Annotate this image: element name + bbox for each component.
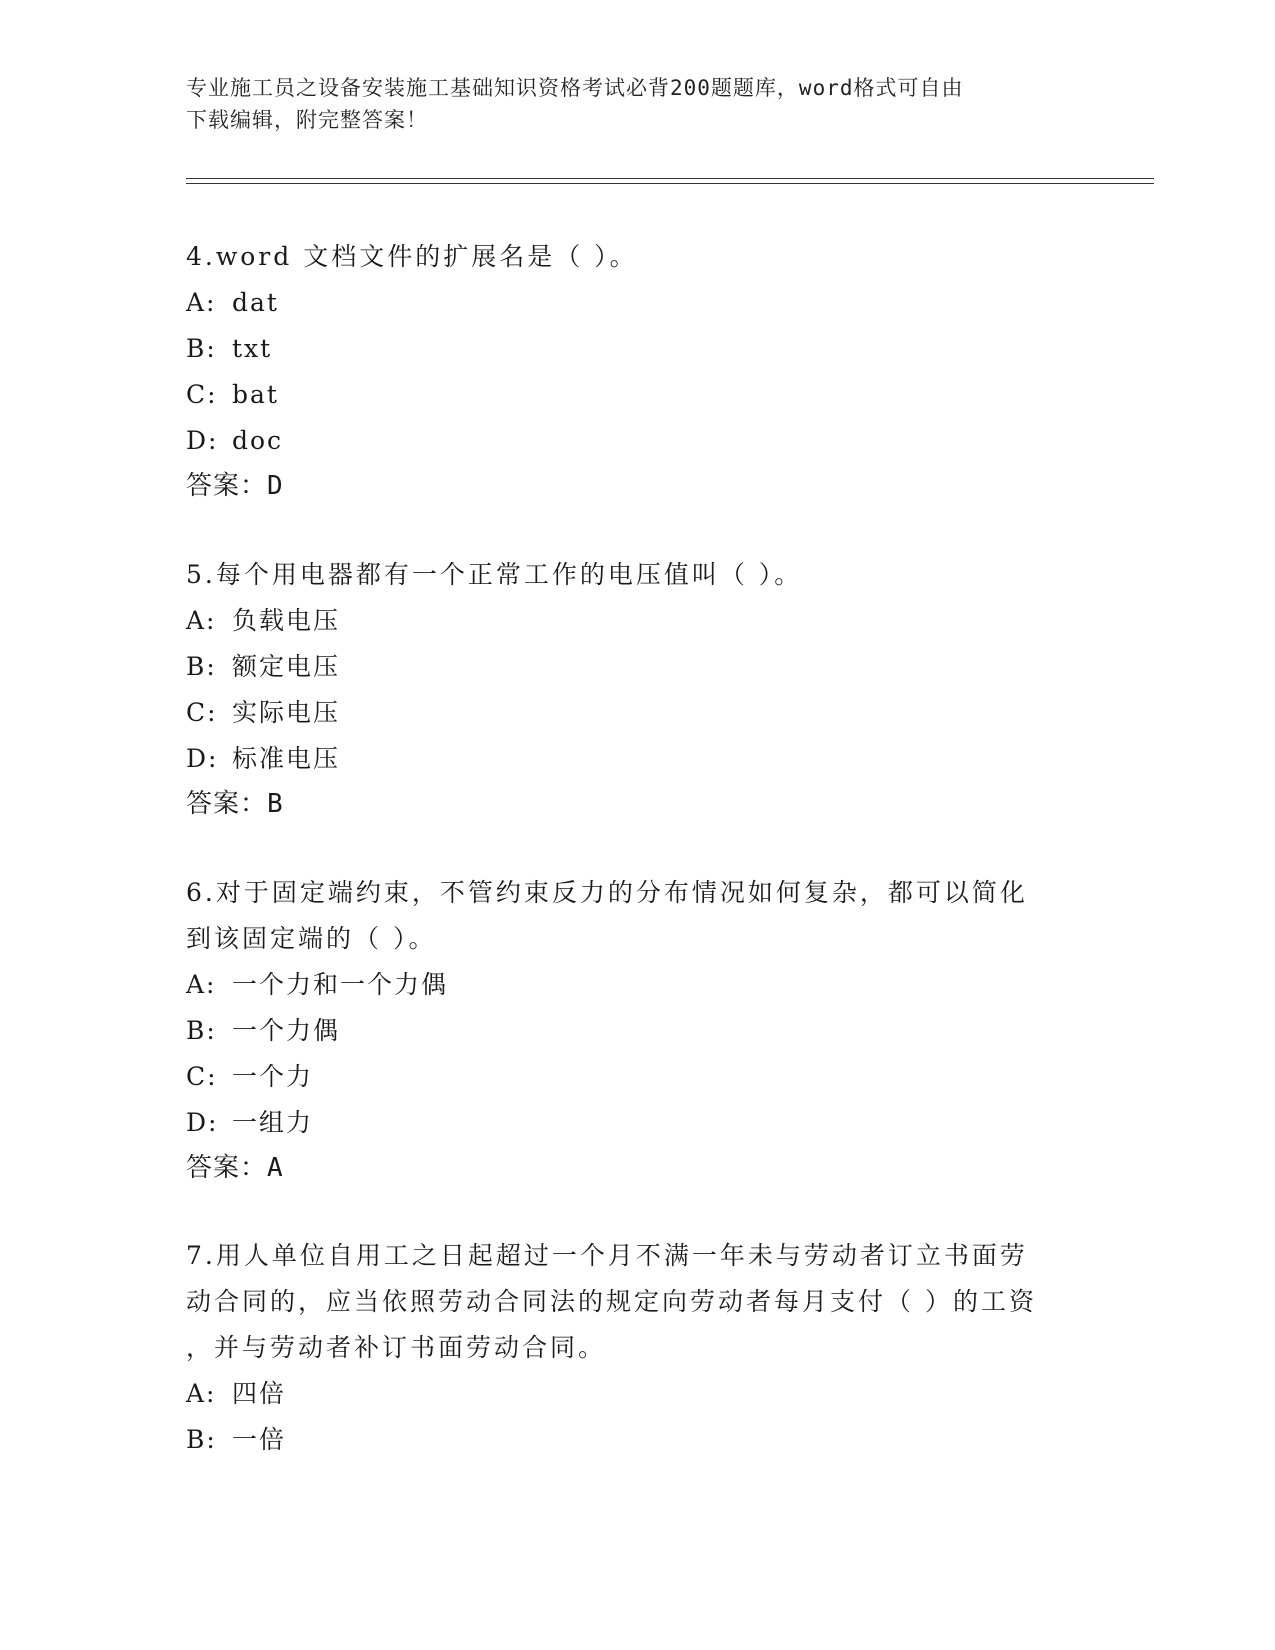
question-7 xyxy=(186,1233,1066,1463)
question-stem: 5.每个用电器都有一个正常工作的电压值叫（ ）。 xyxy=(186,560,803,589)
option-b xyxy=(186,644,1066,690)
answer-label: 答案：A xyxy=(186,1153,284,1183)
option-b xyxy=(186,1417,1066,1463)
option-text: txt xyxy=(232,334,273,363)
question-stem: 4.word 文档文件的扩展名是（ ）。 xyxy=(186,242,638,271)
option-c xyxy=(186,372,1066,418)
option-key: B: xyxy=(186,1016,217,1045)
question-stem-line-3: ，并与劳动者补订书面劳动合同。 xyxy=(186,1333,607,1362)
option-text: 一个力 xyxy=(232,1062,314,1091)
option-c xyxy=(186,1054,1066,1100)
option-b xyxy=(186,1008,1066,1054)
header-title-line-1: 专业施工员之设备安装施工基础知识资格考试必背200题题库，word格式可自由 xyxy=(186,76,964,100)
option-key: A: xyxy=(186,288,217,317)
header-divider-top xyxy=(186,178,1154,179)
option-a xyxy=(186,962,1066,1008)
option-b xyxy=(186,326,1066,372)
option-text: 四倍 xyxy=(232,1379,287,1408)
header-divider-bottom xyxy=(186,183,1154,184)
option-key: B: xyxy=(186,652,217,681)
option-text: 一组力 xyxy=(232,1108,314,1137)
option-key: A: xyxy=(186,606,217,635)
answer-label: 答案：B xyxy=(186,789,284,819)
answer-label: 答案：D xyxy=(186,471,284,501)
option-key: B: xyxy=(186,1425,217,1454)
option-text: 实际电压 xyxy=(232,698,341,727)
question-stem-line-2: 到该固定端的（ ）。 xyxy=(186,924,437,953)
option-text: bat xyxy=(232,380,279,409)
option-text: 额定电压 xyxy=(232,652,341,681)
option-key: A: xyxy=(186,1379,217,1408)
option-text: 一个力偶 xyxy=(232,1016,341,1045)
option-text: 负载电压 xyxy=(232,606,341,635)
option-d xyxy=(186,418,1066,464)
option-key: C: xyxy=(186,1062,218,1091)
option-a xyxy=(186,598,1066,644)
option-text: 标准电压 xyxy=(232,744,341,773)
option-key: A: xyxy=(186,970,217,999)
header-title-line-2: 下载编辑，附完整答案！ xyxy=(186,108,428,132)
question-6 xyxy=(186,870,1066,1190)
option-a xyxy=(186,1371,1066,1417)
option-key: B: xyxy=(186,334,217,363)
option-c xyxy=(186,690,1066,736)
option-key: D: xyxy=(186,1108,219,1137)
option-key: D: xyxy=(186,426,219,455)
question-5 xyxy=(186,552,1066,826)
option-text: doc xyxy=(232,426,284,455)
option-key: D: xyxy=(186,744,219,773)
option-a xyxy=(186,280,1066,326)
option-text: 一个力和一个力偶 xyxy=(232,970,449,999)
option-text: 一倍 xyxy=(232,1425,287,1454)
option-d xyxy=(186,1100,1066,1146)
question-stem-line-1: 6.对于固定端约束，不管约束反力的分布情况如何复杂，都可以简化 xyxy=(186,878,1028,907)
question-stem-line-2: 动合同的，应当依照劳动合同法的规定向劳动者每月支付（ ）的工资 xyxy=(186,1287,1037,1316)
option-key: C: xyxy=(186,380,218,409)
question-stem-line-1: 7.用人单位自用工之日起超过一个月不满一年未与劳动者订立书面劳 xyxy=(186,1241,1028,1270)
option-key: C: xyxy=(186,698,218,727)
option-text: dat xyxy=(232,288,279,317)
option-d xyxy=(186,736,1066,782)
question-4 xyxy=(186,234,1066,508)
document-header xyxy=(186,72,1066,136)
